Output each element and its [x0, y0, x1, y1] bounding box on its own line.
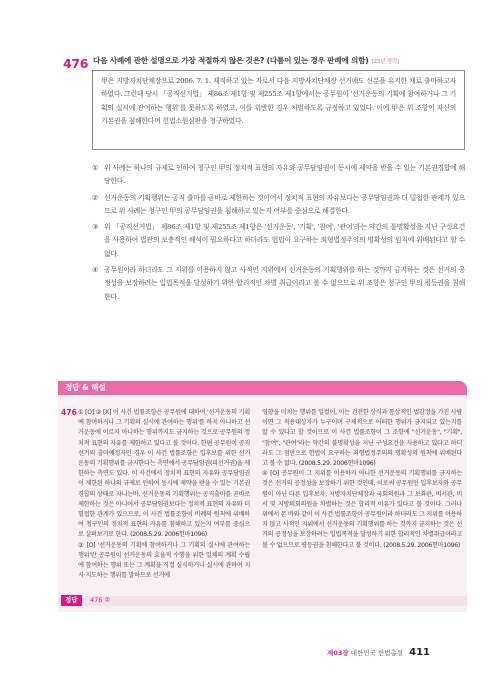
footer-chapter: 제03장: [327, 649, 349, 657]
explanation-number: 476: [61, 408, 77, 417]
choice-marker: ④: [92, 266, 98, 275]
choice-marker: ②: [92, 193, 98, 202]
choice-marker: ①: [92, 164, 98, 172]
choice-3[interactable]: [92, 221, 465, 261]
choice-2[interactable]: [92, 192, 465, 219]
page-footer: [327, 647, 430, 658]
choice-text: 선거운동의 기획행위는 공직 출마를 곧바로 제한하는 것이어서 정치적 표현의 자유보다는 공무담임권과 더 밀접한 관계가 있으므로 위 사례는 청구인 甲의 공무담임권을 침해하고 있는지 여부를 중심으로 해결한다.: [104, 193, 465, 215]
footer-title: 대한민국 헌법총설: [350, 649, 404, 657]
answer-section-header: [58, 381, 467, 395]
exam-tag: [23년 경력]: [371, 59, 399, 65]
choice-1[interactable]: [92, 162, 465, 189]
answer-section-title: 정답 & 해설: [65, 383, 106, 392]
explanation-column-right: [262, 408, 462, 608]
choice-text: 위 「공직선거법」 제86조 제1항 및 제255조 제1항은 '선거운동', '기획', '참여', '관여'라는 약간의 불명확성을 지닌 구성요건을 사용하여 법관의 보충적인 해석이 필요하다고 하더라도 헌법이 요구하는 죄형법정주의의 명확성의 원칙에 위배된다고 할 수 없다.: [104, 223, 465, 258]
choice-list: [92, 162, 465, 307]
explanation-paragraph: ① [O] ② [X] 이 사건 법률조항은 공무원에 대하여 '선거운동의 기획에 참여하거나 그 기획의 실시에 관여하는 행위'를 하지 아니하고 선거운동에 이르지 아니하는 행위까지도 금지하는 것으로 공무원의 정치적 표현의 자유를 제한하고 있다고 볼 것이다. 한편 공무원이 공직선거의 출마예정자인 경우 이 사건 법률조항은 입후보를 위한 선거운동의 기획행위를 금지한다는 측면에서 공무담임권(피선거권)을 제한하는 측면도 있다. 이 사건에서 정치적 표현의 자유와 공무담임권이 제한된 하나의 규제로 인하여 동시에 제약을 받을 수 있는 기본권경합의 상태로 자니는바, 선거운동의 기획행위는 공직출마를 곧바로 제한하는 것은 아니어서 공무담임권보다는 정치적 표현의 자유와 더 밀접한 관계가 있으므로, 이 사건 법률조항이 비례의 원칙에 위배하여 청구인의 정치적 표현의 자유를 침해하고 있는지 여부를 중심으로 살펴보기로 한다. (2008.5.29. 2006헌마1096): [78, 409, 250, 539]
choice-4[interactable]: [92, 264, 465, 304]
explanation-column-left: [78, 408, 250, 608]
explanation-paragraph: ③ [O] '선거운동의 기획에 참여하거나 그 기획의 실시에 관여하는 행위'란 공무원이 선거운동의 효율적 수행을 위한 일체의 계획 수립에 참여하는 행위 또는 그 계획을 직접 실시하거나 실시에 관하여 지시·지도하는 행위를 말하므로 선거에: [78, 541, 250, 580]
case-box: [92, 70, 465, 150]
answer-key-value: 476 ②: [90, 596, 111, 604]
explanation-paragraph: 영향을 미치는 행위를 일컬어, 이는 건전한 상식과 통상적인 법감정을 가진 사람이면 그 적용대상자가 누구이며 구체적으로 어떠한 행위가 금지되고 있는지를 알 수 있다고 할 것이므로 이 사건 법률조항이 그 조항에 "선거운동", "기획", "참여", "관여"라는 약간의 불명확성을 지닌 구성요건을 사용하고 있다고 하더라도 그 점만으로 헌법이 요구하는 죄형법정주의의 명확성의 원칙에 위배된다고 볼 수 없다. (2008.5.29. 2006헌마1096): [262, 409, 462, 468]
choice-marker: ③: [92, 223, 98, 232]
choice-text: 위 사례는 하나의 규제로 인하여 청구인 甲의 정치적 표현의 자유와 공무담임권이 동시에 제약을 받을 수 있는 기본권경합에 해당한다.: [104, 164, 465, 186]
question-stem: [93, 55, 468, 68]
answer-key-bar: [58, 596, 467, 606]
question-number: 476: [63, 56, 89, 71]
choice-text: 공무원이라 하더라도 그 지위를 이용하지 않고 사적인 지위에서 선거운동의 기획행위를 하는 것까지 금지하는 것은 선거의 공정성을 보장하려는 입법목적을 달성하기 위한 합리적인 차별 취급이라고 볼 수 없으므로 위 조항은 청구인 甲의 평등권을 침해한다.: [104, 266, 465, 301]
question-text: 다음 사례에 관한 설명으로 가장 적절하지 않은 것은? (다툼이 있는 경우 판례에 의함): [93, 56, 369, 65]
case-text: 甲은 지방자치단체장으로 2006. 7. 1. 재직하고 있는 자로서 다음 지방자치단체장 선거에도 신분을 유지한 채로 출마하고자 하였다. 그런데 당시 「공직선거법」 제86조 제1항 및 제255조 제1항에서는 공무원이 '선거운동의 기획에 참여하거나 그 기획의 실시에 관여하는 행위'를 못하도록 하였고, 이를 위반한 경우 처벌하도록 규정하고 있었다. 이에 甲은 위 조항이 자신의 기본권을 침해한다며 헌법소원심판을 청구하였다.: [101, 77, 456, 126]
explanation-paragraph: ④ [O] 공무원이 그 지위를 이용하지 아니한 선거운동의 기획행위를 금지하는 것은 선거의 공정성을 보장하기 위한 것인데, 이로써 공무원인 입후보자와 공무원이 아닌 다른 입후보자, 지방자치단체장과 국회의원과 그 보좌관, 비서관, 비서 및 지방의회의원을 차별하는 것은 합리적 이유가 있다고 볼 것이다. 그러나 위에서 본 바와 같이 이 사건 법률조항이 공무원이라 하더라도 그 지위를 이용하지 않고 사적인 지위에서 선거운동의 기획행위를 하는 것까지 금지하는 것은 선거의 공정성을 보장하려는 입법목적을 달성하기 위한 합리적인 차별취급이라고 볼 수 없으므로 평등권을 침해한다고 볼 것이다. (2008.5.29. 2006헌마1096): [262, 470, 462, 549]
answer-key-label: 정답: [61, 595, 82, 606]
page-number: 411: [409, 647, 430, 658]
